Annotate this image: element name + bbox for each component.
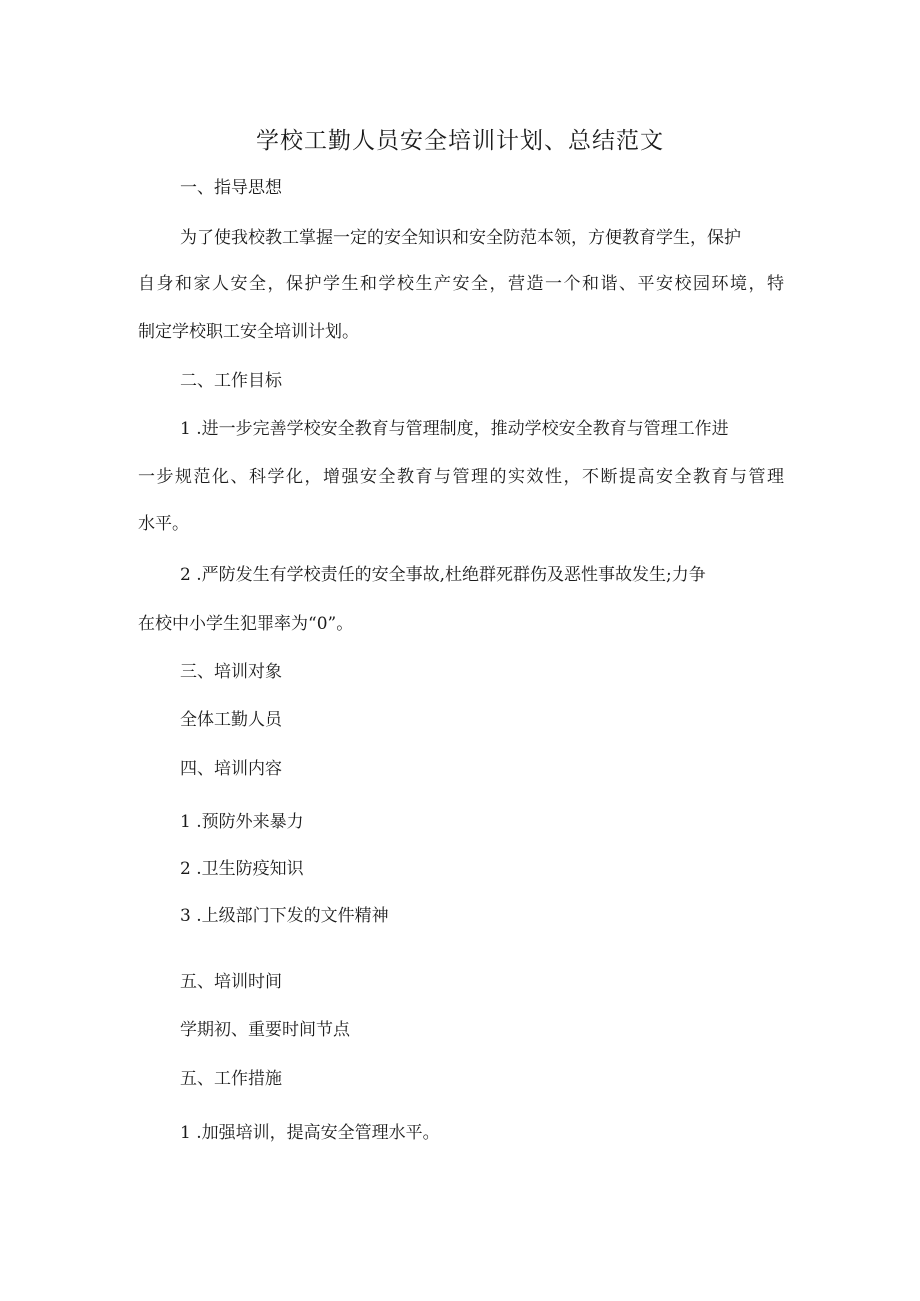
section-heading-work-measures: 五、工作措施 [180,1069,282,1089]
list-item-line: 在校中小学生犯罪率为“0”。 [138,614,354,634]
list-item: 3 .上级部门下发的文件精神 [180,906,389,926]
section-heading-training-content: 四、培训内容 [180,759,282,779]
list-item-line: 2 .严防发生有学校责任的安全事故,杜绝群死群伤及恶性事故发生;力争 [180,565,706,585]
list-item: 2 .卫生防疫知识 [180,859,304,879]
list-item: 1 .预防外来暴力 [180,812,304,832]
list-item-line: 1 .进一步完善学校安全教育与管理制度，推动学校安全教育与管理工作进 [180,419,729,439]
paragraph-line: 学期初、重要时间节点 [180,1020,350,1040]
paragraph-line: 为了使我校教工掌握一定的安全知识和安全防范本领，方便教育学生，保护 [180,228,741,248]
paragraph-line: 自身和家人安全，保护学生和学校生产安全，营造一个和谐、平安校园环境，特 [138,274,784,294]
section-heading-work-goals: 二、工作目标 [180,371,282,391]
list-item: 1 .加强培训，提高安全管理水平。 [180,1123,440,1143]
list-item-line: 一步规范化、科学化，增强安全教育与管理的实效性，不断提高安全教育与管理 [138,467,784,487]
document-title: 学校工勤人员安全培训计划、总结范文 [256,128,664,154]
paragraph-line: 制定学校职工安全培训计划。 [138,322,359,342]
list-item-line: 水平。 [138,514,189,534]
section-heading-training-targets: 三、培训对象 [180,662,282,682]
paragraph-line: 全体工勤人员 [180,710,282,730]
section-heading-guiding-ideology: 一、指导思想 [180,178,282,198]
section-heading-training-time: 五、培训时间 [180,972,282,992]
